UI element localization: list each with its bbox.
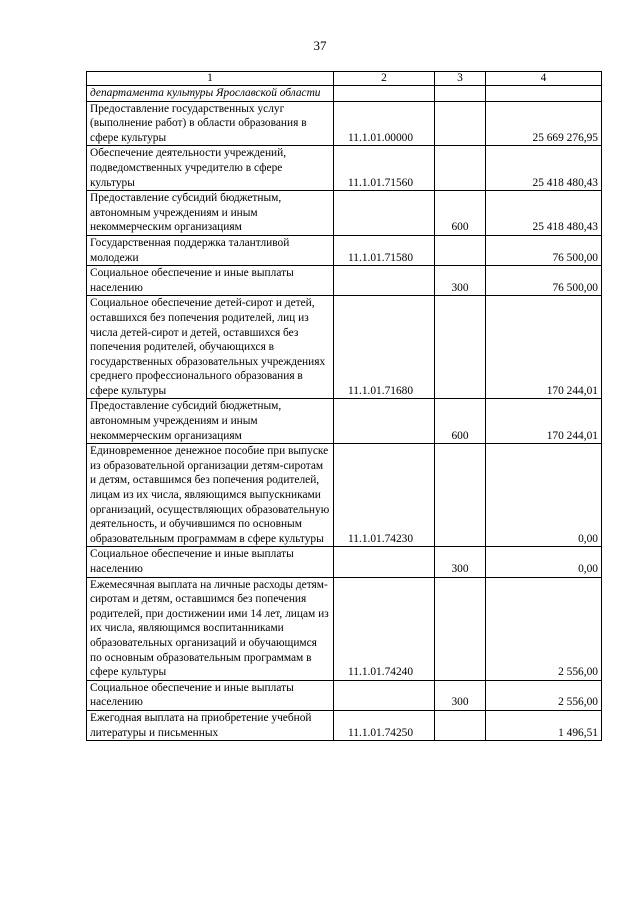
table-row <box>87 399 602 444</box>
row-type-cell <box>435 101 486 146</box>
row-sum-cell: 25 418 480,43 <box>486 191 602 236</box>
row-sum-cell: 25 418 480,43 <box>486 146 602 191</box>
row-sum-cell: 76 500,00 <box>486 235 602 265</box>
row-name-cell: Единовременное денежное пособие при выпуске из образовательной организации детям-сиротам и детям, оставшимся без попечения родителей, лицам из их числа, являющимся выпускниками организаций, осуществляющих образовательную деятельность, и обучившимся по основным образовательным программам в сфере культуры <box>87 444 334 547</box>
row-name-cell: Социальное обеспечение и иные выплаты населению <box>87 680 334 710</box>
table-row <box>87 146 602 191</box>
row-code-cell: 11.1.01.74250 <box>334 710 435 740</box>
row-sum-cell: 0,00 <box>486 547 602 577</box>
row-name-cell: Обеспечение деятельности учреждений, подведомственных учредителю в сфере культуры <box>87 146 334 191</box>
table-row <box>87 444 602 547</box>
row-type-cell: 600 <box>435 399 486 444</box>
row-name-cell: департамента культуры Ярославской области <box>87 86 334 102</box>
table-row <box>87 577 602 680</box>
row-code-cell: 11.1.01.71680 <box>334 296 435 399</box>
header-col-1: 1 <box>87 72 334 86</box>
row-code-cell <box>334 266 435 296</box>
row-code-cell <box>334 191 435 236</box>
row-type-cell: 300 <box>435 547 486 577</box>
row-name-cell: Социальное обеспечение и иные выплаты населению <box>87 266 334 296</box>
row-type-cell <box>435 146 486 191</box>
row-sum-cell: 76 500,00 <box>486 266 602 296</box>
row-name-cell: Предоставление субсидий бюджетным, автономным учреждениям и иным некоммерческим организациям <box>87 191 334 236</box>
row-sum-cell: 2 556,00 <box>486 577 602 680</box>
row-sum-cell <box>486 86 602 102</box>
row-name-cell: Ежегодная выплата на приобретение учебной литературы и письменных <box>87 710 334 740</box>
row-sum-cell: 2 556,00 <box>486 680 602 710</box>
table-row <box>87 547 602 577</box>
table-row <box>87 266 602 296</box>
header-col-4: 4 <box>486 72 602 86</box>
page-number: 37 <box>313 38 327 53</box>
row-type-cell <box>435 444 486 547</box>
table-header-row <box>87 72 602 86</box>
row-name-cell: Государственная поддержка талантливой молодежи <box>87 235 334 265</box>
row-code-cell <box>334 86 435 102</box>
table-row <box>87 235 602 265</box>
budget-table <box>86 71 602 741</box>
row-code-cell: 11.1.01.74230 <box>334 444 435 547</box>
table-row <box>87 191 602 236</box>
row-code-cell <box>334 547 435 577</box>
table-row <box>87 680 602 710</box>
row-name-cell: Предоставление государственных услуг (выполнение работ) в области образования в сфере культуры <box>87 101 334 146</box>
row-sum-cell: 25 669 276,95 <box>486 101 602 146</box>
table-row <box>87 101 602 146</box>
header-col-3: 3 <box>435 72 486 86</box>
row-code-cell: 11.1.01.71560 <box>334 146 435 191</box>
row-type-cell: 600 <box>435 191 486 236</box>
table-row <box>87 296 602 399</box>
row-name-cell: Социальное обеспечение детей-сирот и детей, оставшихся без попечения родителей, лиц из числа детей-сирот и детей, оставшихся без попечения родителей, обучающихся в государственных образовательных учреждениях среднего профессионального образования в сфере культуры <box>87 296 334 399</box>
row-name-cell: Ежемесячная выплата на личные расходы детям-сиротам и детям, оставшимся без попечения родителей, при достижении ими 14 лет, лицам из их числа, являющимся воспитанниками образовательных организаций и обучающимся по основным образовательным программам в сфере культуры <box>87 577 334 680</box>
row-sum-cell: 1 496,51 <box>486 710 602 740</box>
row-type-cell: 300 <box>435 680 486 710</box>
row-type-cell: 300 <box>435 266 486 296</box>
row-type-cell <box>435 235 486 265</box>
row-sum-cell: 0,00 <box>486 444 602 547</box>
row-type-cell <box>435 86 486 102</box>
header-col-2: 2 <box>334 72 435 86</box>
row-code-cell: 11.1.01.74240 <box>334 577 435 680</box>
table-row <box>87 86 602 102</box>
row-code-cell: 11.1.01.00000 <box>334 101 435 146</box>
row-type-cell <box>435 296 486 399</box>
row-type-cell <box>435 577 486 680</box>
table-row <box>87 710 602 740</box>
row-sum-cell: 170 244,01 <box>486 399 602 444</box>
row-code-cell <box>334 399 435 444</box>
row-code-cell: 11.1.01.71580 <box>334 235 435 265</box>
row-name-cell: Социальное обеспечение и иные выплаты населению <box>87 547 334 577</box>
row-type-cell <box>435 710 486 740</box>
row-name-cell: Предоставление субсидий бюджетным, автономным учреждениям и иным некоммерческим организациям <box>87 399 334 444</box>
row-sum-cell: 170 244,01 <box>486 296 602 399</box>
row-code-cell <box>334 680 435 710</box>
